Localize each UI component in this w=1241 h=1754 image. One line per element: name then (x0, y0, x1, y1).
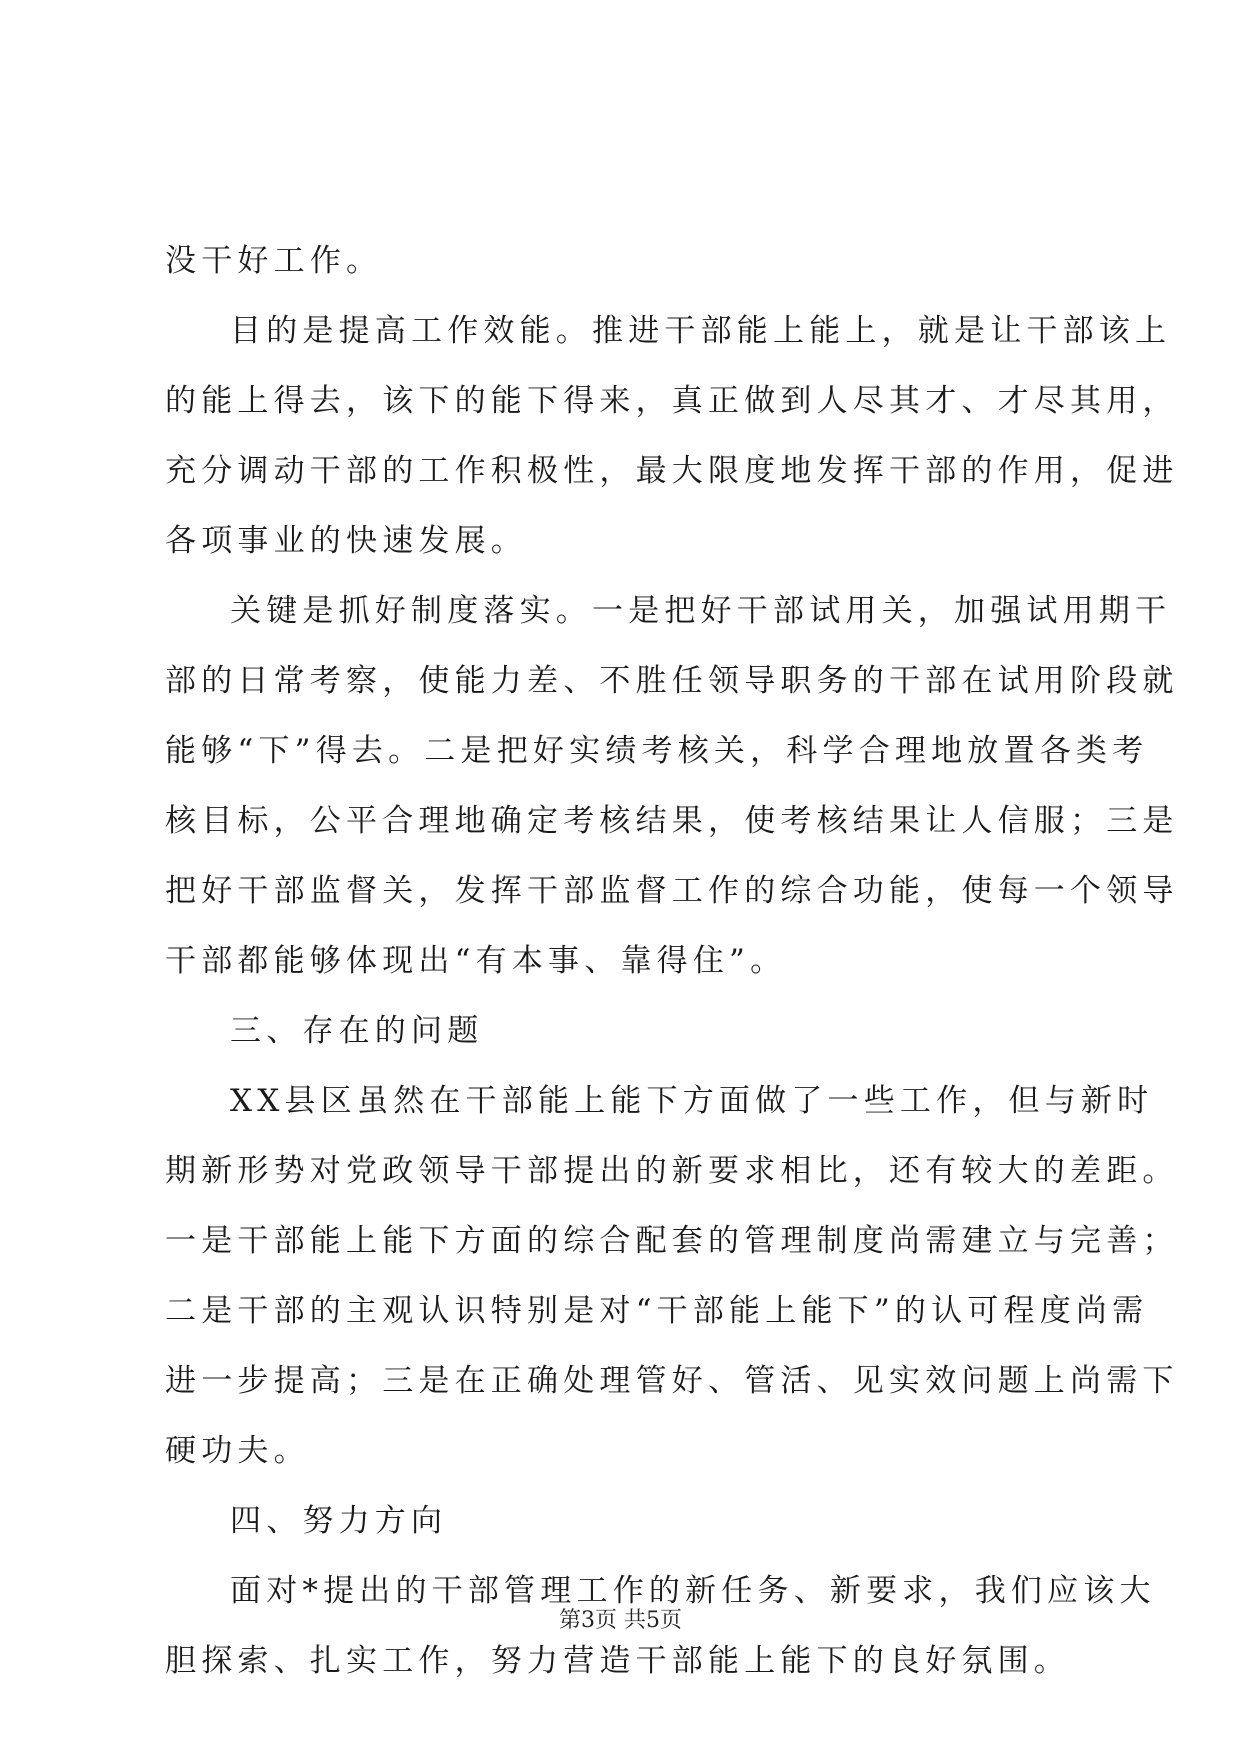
text-line: 进一步提高；三是在正确处理管好、管活、见实效问题上尚需下 (165, 1363, 1179, 1399)
text-line: 的能上得去，该下的能下得来，真正做到人尽其才、才尽其用， (165, 383, 1179, 419)
text-line: 能够“下”得去。二是把好实绩考核关，科学合理地放置各类考 (165, 733, 1149, 769)
section-heading: 四、努力方向 (230, 1503, 448, 1539)
text-line: 没干好工作。 (165, 243, 383, 279)
paragraph-start-line: 目的是提高工作效能。推进干部能上能上，就是让干部该上 (230, 313, 1172, 349)
text-line: 核目标，公平合理地确定考核结果，使考核结果让人信服；三是 (165, 803, 1179, 839)
text-line: 一是干部能上能下方面的综合配套的管理制度尚需建立与完善； (165, 1223, 1179, 1259)
paragraph-start-line: XX县区虽然在干部能上能下方面做了一些工作，但与新时 (230, 1083, 1154, 1119)
paragraph-start-line: 面对*提出的干部管理工作的新任务、新要求，我们应该大 (230, 1573, 1156, 1609)
text-line: 干部都能够体现出“有本事、靠得住”。 (165, 943, 787, 979)
section-heading: 三、存在的问题 (230, 1013, 484, 1049)
document-body (165, 226, 1179, 1696)
text-line: 各项事业的快速发展。 (165, 523, 527, 559)
page-number-footer: 第3页 共5页 (559, 1608, 682, 1633)
text-line: 把好干部监督关，发挥干部监督工作的综合功能，使每一个领导 (165, 873, 1179, 909)
text-line: 硬功夫。 (165, 1433, 310, 1469)
text-line: 二是干部的主观认识特别是对“干部能上能下”的认可程度尚需 (165, 1293, 1149, 1329)
text-line: 充分调动干部的工作积极性，最大限度地发挥干部的作用，促进 (165, 453, 1179, 489)
paragraph-start-line: 关键是抓好制度落实。一是把好干部试用关，加强试用期干 (230, 593, 1172, 629)
text-line: 期新形势对党政领导干部提出的新要求相比，还有较大的差距。 (165, 1153, 1179, 1189)
text-line: 部的日常考察，使能力差、不胜任领导职务的干部在试用阶段就 (165, 663, 1179, 699)
text-line: 胆探索、扎实工作，努力营造干部能上能下的良好氛围。 (165, 1643, 1070, 1679)
